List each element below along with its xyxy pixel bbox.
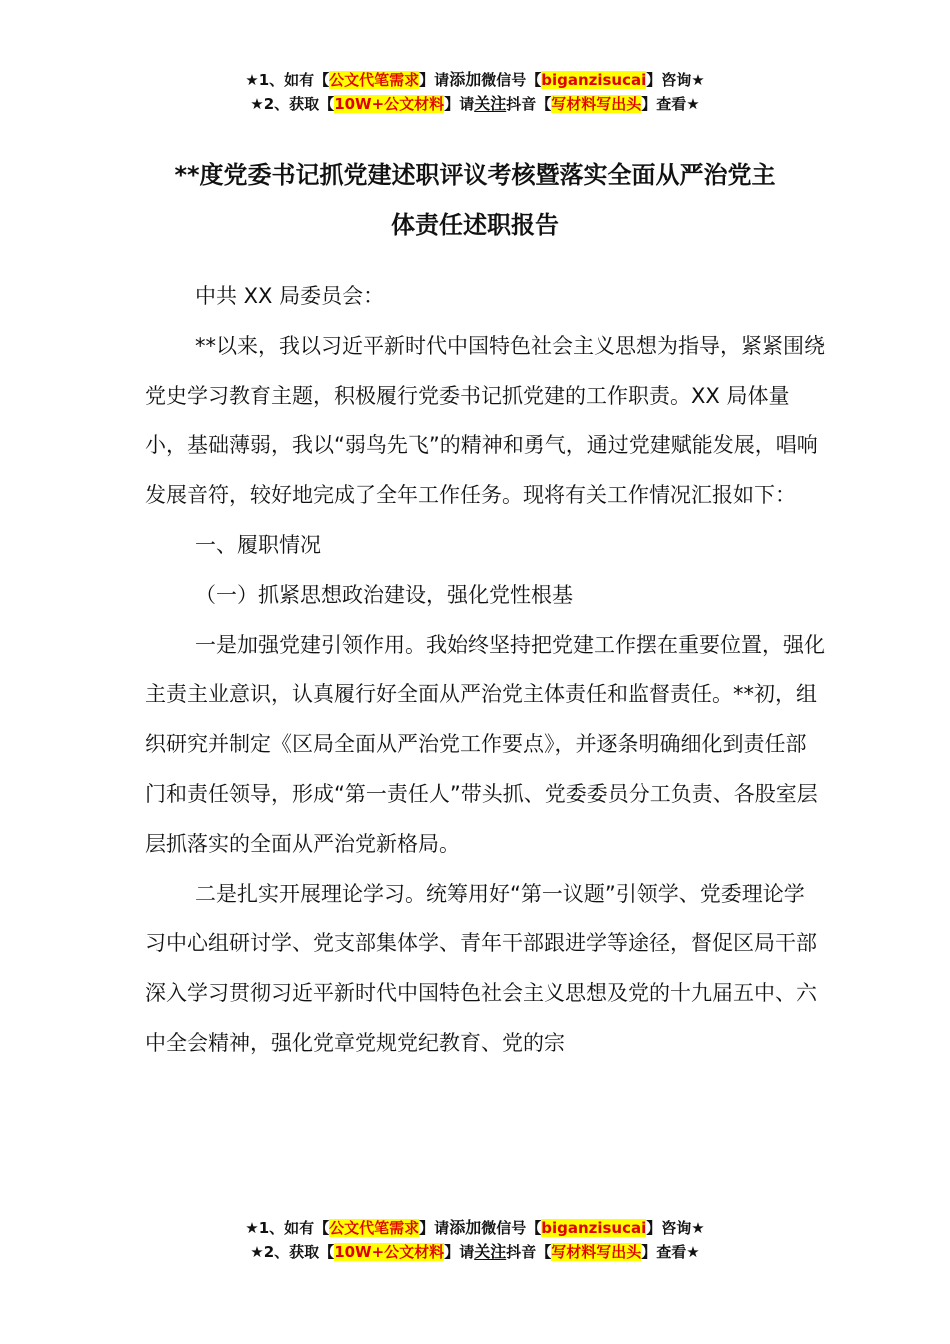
section-heading: 一、履职情况 (195, 532, 321, 557)
paragraph-intro: **以来，我以习近平新时代中国特色社会主义思想为指导，紧紧围绕党史学习教育主题，积极履行党委书记抓党建的工作职责。XX 局体量小，基础薄弱，我以“弱鸟先飞”的精神和勇气，通过党建赋能发展，唱响发展音符，较好地完成了全年工作任务。现将有关工作情况汇报如下： (145, 333, 825, 508)
banner-line-1: ★1、如有【公文代笔需求】请添加微信号【biganzisucai】咨询★ (245, 70, 705, 89)
paragraph-party-leadership: 一是加强党建引领作用。我始终坚持把党建工作摆在重要位置，强化主责主业意识，认真履行好全面从严治党主体责任和监督责任。**初，组织研究并制定《区局全面从严治党工作要点》，并逐条明确细化到责任部门和责任领导，形成“第一责任人”带头抓、党委委员分工负责、各股室层层抓落实的全面从严治党新格局。 (145, 632, 825, 856)
highlight-materials: 10W+公文材料 (334, 95, 445, 113)
star-icon: ★ (250, 95, 264, 113)
footer-banner (0, 1216, 950, 1264)
highlight-wechat-id: biganzisucai (541, 71, 647, 89)
highlight-materials: 10W+公文材料 (334, 1243, 445, 1261)
banner-line-1: ★1、如有【公文代笔需求】请添加微信号【biganzisucai】咨询★ (245, 1218, 705, 1237)
document-body (145, 272, 825, 1069)
header-banner (0, 68, 950, 116)
highlight-service: 公文代笔需求 (329, 1219, 420, 1237)
banner-line-2: ★2、获取【10W+公文材料】请关注抖音【写材料写出头】查看★ (250, 94, 700, 113)
star-icon: ★ (245, 1219, 259, 1237)
star-icon: ★ (250, 1243, 264, 1261)
paragraph-theory-study: 二是扎实开展理论学习。统筹用好“第一议题”引领学、党委理论学习中心组研讨学、党支部集体学、青年干部跟进学等途径，督促区局干部深入学习贯彻习近平新时代中国特色社会主义思想及党的十九届五中、六中全会精神，强化党章党规党纪教育、党的宗 (145, 881, 817, 1055)
highlight-service: 公文代笔需求 (329, 71, 420, 89)
document-title (0, 150, 950, 250)
title-line-2: 体责任述职报告 (391, 211, 559, 239)
highlight-douyin: 写材料写出头 (551, 1243, 642, 1261)
salutation: 中共 XX 局委员会： (195, 284, 385, 308)
title-line-1: **度党委书记抓党建述职评议考核暨落实全面从严治党主 (174, 161, 776, 189)
star-icon: ★ (245, 71, 259, 89)
highlight-douyin: 写材料写出头 (551, 95, 642, 113)
subsection-heading: （一）抓紧思想政治建设，强化党性根基 (195, 582, 573, 607)
highlight-wechat-id: biganzisucai (541, 1219, 647, 1237)
banner-line-2: ★2、获取【10W+公文材料】请关注抖音【写材料写出头】查看★ (250, 1242, 700, 1261)
